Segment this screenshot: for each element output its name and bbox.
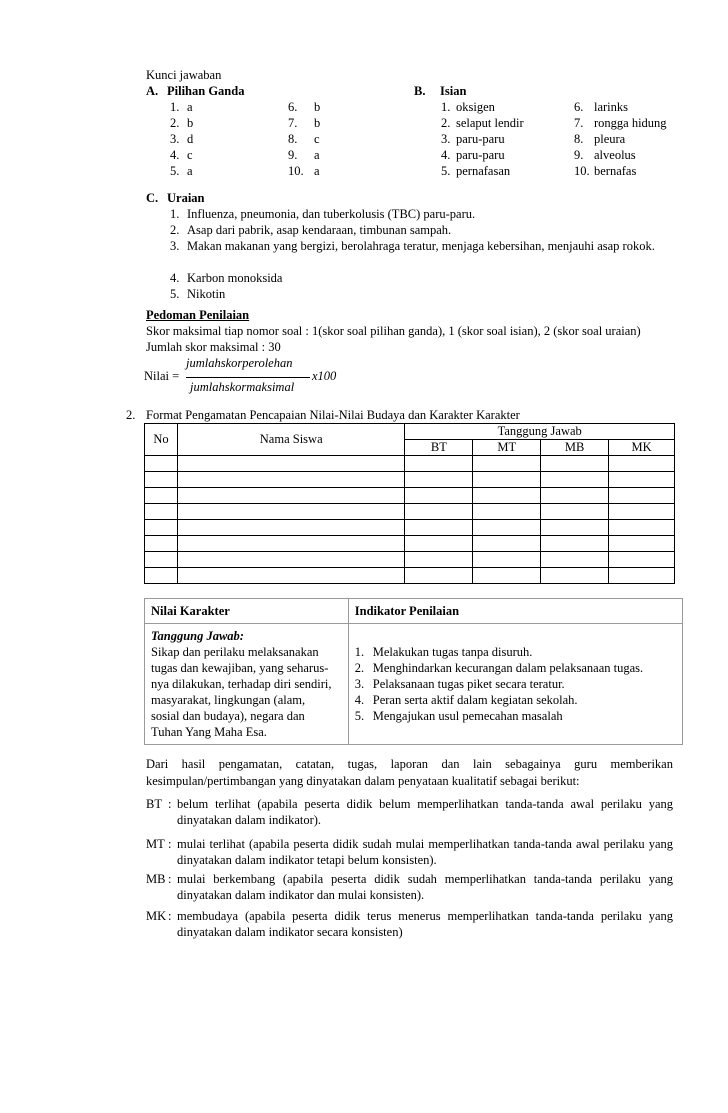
format-number: 2. — [126, 408, 136, 422]
table-cell[interactable] — [145, 472, 178, 488]
list-number: 4. — [170, 148, 180, 162]
nk-description-line: Tuhan Yang Maha Esa. — [151, 725, 267, 739]
table-cell[interactable] — [177, 504, 405, 520]
legend-code: MB — [146, 872, 166, 886]
table-cell[interactable] — [405, 568, 473, 584]
list-number: 6. — [288, 100, 298, 114]
observation-table — [144, 423, 675, 584]
nk-description-line: nya dilakukan, terhadap diri sendiri, — [151, 677, 332, 691]
list-item: larinks — [594, 100, 629, 114]
table-row — [145, 472, 675, 488]
table-cell[interactable] — [405, 536, 473, 552]
nk-indikator-item — [355, 708, 676, 724]
col-group-header: Tanggung Jawab — [405, 424, 675, 440]
table-cell[interactable] — [177, 520, 405, 536]
table-row — [145, 504, 675, 520]
nk-indikator-number: 1. — [354, 645, 365, 659]
table-cell[interactable] — [405, 504, 473, 520]
table-cell[interactable] — [145, 456, 178, 472]
nk-header-karakter: Nilai Karakter — [145, 599, 349, 624]
list-item: c — [314, 132, 320, 146]
nk-indikator-text: Menghindarkan kecurangan dalam pelaksanaan tugas. — [372, 661, 644, 675]
col-no-header: No — [145, 424, 178, 456]
table-cell[interactable] — [541, 552, 609, 568]
section-b-title: Isian — [440, 84, 467, 98]
section-c-label: C. — [146, 191, 159, 205]
table-cell[interactable] — [609, 456, 675, 472]
nk-indikator-text: Peran serta aktif dalam kegiatan sekolah. — [372, 693, 578, 707]
table-cell[interactable] — [609, 536, 675, 552]
table-cell[interactable] — [405, 520, 473, 536]
table-cell[interactable] — [177, 568, 405, 584]
nk-header-indikator: Indikator Penilaian — [348, 599, 682, 624]
nk-indikator-text: Pelaksanaan tugas piket secara teratur. — [372, 677, 565, 691]
pedoman-line2: Jumlah skor maksimal : 30 — [146, 340, 281, 354]
pedoman-line1: Skor maksimal tiap nomor soal : 1(skor soal pilihan ganda), 1 (skor soal isian), 2 (skor soal uraian) — [146, 324, 641, 338]
table-cell[interactable] — [473, 568, 541, 584]
formula-times: x100 — [312, 369, 337, 383]
list-item: paru-paru — [456, 148, 505, 162]
table-cell[interactable] — [609, 504, 675, 520]
table-cell[interactable] — [145, 568, 178, 584]
nk-indikator-item — [355, 676, 676, 692]
kunci-title: Kunci jawaban — [146, 68, 222, 82]
uraian-item: Karbon monoksida — [187, 271, 283, 285]
table-cell[interactable] — [405, 472, 473, 488]
list-number: 10. — [574, 164, 590, 178]
list-item: pernafasan — [456, 164, 511, 178]
table-cell[interactable] — [609, 568, 675, 584]
list-item: alveolus — [594, 148, 636, 162]
col-mt-header: MT — [473, 440, 541, 456]
list-number: 8. — [574, 132, 584, 146]
col-mk-header: MK — [609, 440, 675, 456]
table-cell[interactable] — [405, 456, 473, 472]
table-cell[interactable] — [177, 488, 405, 504]
list-item: a — [314, 148, 320, 162]
table-cell[interactable] — [473, 472, 541, 488]
list-item: pleura — [594, 132, 626, 146]
table-cell[interactable] — [473, 504, 541, 520]
nk-indikator-number: 2. — [354, 661, 365, 675]
list-item: b — [314, 116, 321, 130]
table-cell[interactable] — [541, 456, 609, 472]
uraian-number: 4. — [170, 271, 180, 285]
uraian-item: Asap dari pabrik, asap kendaraan, timbunan sampah. — [187, 223, 452, 237]
table-row — [145, 552, 675, 568]
pedoman-title: Pedoman Penilaian — [146, 308, 250, 322]
list-number: 7. — [574, 116, 584, 130]
legend-text: mulai terlihat (apabila peserta didik sudah mulai memperlihatkan tanda-tanda awal perilaku yang dinyatakan dalam indikator tetapi belum konsisten). — [177, 837, 673, 867]
nk-karakter-name: Tanggung Jawab: — [151, 629, 244, 643]
list-number: 7. — [288, 116, 298, 130]
list-item: b — [314, 100, 321, 114]
table-cell[interactable] — [541, 504, 609, 520]
list-number: 9. — [574, 148, 584, 162]
nk-indikator-list — [355, 644, 676, 724]
table-cell[interactable] — [473, 456, 541, 472]
table-cell[interactable] — [609, 488, 675, 504]
table-cell[interactable] — [473, 488, 541, 504]
list-number: 3. — [441, 132, 451, 146]
legend-text: membudaya (apabila peserta didik terus menerus memperlihatkan tanda-tanda perilaku yang dinyatakan dalam indikator secara konsisten) — [177, 909, 673, 939]
list-number: 10. — [288, 164, 304, 178]
table-cell[interactable] — [405, 488, 473, 504]
table-cell[interactable] — [405, 552, 473, 568]
nk-indikator-item — [355, 644, 676, 660]
list-item: a — [314, 164, 320, 178]
nk-description-line: tugas dan kewajiban, yang seharus- — [151, 661, 329, 675]
table-cell[interactable] — [177, 472, 405, 488]
uraian-item: Influenza, pneumonia, dan tuberkolusis (TBC) paru-paru. — [187, 207, 476, 221]
col-bt-header: BT — [405, 440, 473, 456]
list-item: rongga hidung — [594, 116, 667, 130]
section-a-label: A. — [146, 84, 159, 98]
nilai-label: Nilai = — [144, 369, 180, 383]
table-cell[interactable] — [145, 488, 178, 504]
table-row — [145, 568, 675, 584]
nk-indikator-number: 3. — [354, 677, 365, 691]
nk-indikator-item — [355, 660, 676, 676]
summary-text: Dari hasil pengamatan, catatan, tugas, laporan dan lain sebagainya guru memberikan kesimpulan/pertimbangan yang dinyatakan dalam penyataan kualitatif sebagai berikut: — [146, 757, 673, 788]
list-item: a — [187, 100, 193, 114]
table-cell[interactable] — [177, 536, 405, 552]
list-item: b — [187, 116, 194, 130]
table-cell[interactable] — [541, 520, 609, 536]
nilai-karakter-table — [144, 598, 683, 745]
legend-text: belum terlihat (apabila peserta didik belum memperlihatkan tanda-tanda awal perilaku yang dinyatakan dalam indikator). — [177, 797, 673, 827]
table-cell[interactable] — [473, 552, 541, 568]
list-item: d — [187, 132, 194, 146]
section-a-title: Pilihan Ganda — [167, 84, 245, 98]
table-cell[interactable] — [473, 520, 541, 536]
legend-code: BT — [146, 797, 162, 811]
nk-description-line: sosial dan budaya), negara dan — [151, 709, 305, 723]
table-row — [145, 536, 675, 552]
formula-denominator: jumlahskormaksimal — [190, 380, 295, 394]
table-cell[interactable] — [473, 536, 541, 552]
uraian-number: 3. — [170, 239, 180, 253]
col-mb-header: MB — [541, 440, 609, 456]
col-nama-header: Nama Siswa — [177, 424, 405, 456]
table-row — [145, 520, 675, 536]
list-number: 6. — [574, 100, 584, 114]
list-item: bernafas — [594, 164, 637, 178]
table-cell[interactable] — [145, 552, 178, 568]
nk-indikator-item — [355, 692, 676, 708]
table-cell[interactable] — [177, 456, 405, 472]
nk-indikator-text: Melakukan tugas tanpa disuruh. — [372, 645, 533, 659]
list-item: paru-paru — [456, 132, 505, 146]
nk-description-line: Sikap dan perilaku melaksanakan — [151, 645, 319, 659]
legend-code: MT — [146, 837, 165, 851]
list-item: c — [187, 148, 193, 162]
nk-indikator-number: 5. — [354, 709, 365, 723]
list-item: selaput lendir — [456, 116, 524, 130]
list-number: 4. — [441, 148, 451, 162]
table-cell[interactable] — [609, 520, 675, 536]
nk-description — [151, 644, 342, 740]
list-number: 8. — [288, 132, 298, 146]
uraian-item: Nikotin — [187, 287, 226, 301]
list-number: 1. — [170, 100, 180, 114]
table-cell[interactable] — [145, 536, 178, 552]
legend-code: MK — [146, 909, 167, 923]
table-row — [145, 488, 675, 504]
format-title: Format Pengamatan Pencapaian Nilai-Nilai Budaya dan Karakter Karakter — [146, 408, 520, 422]
table-cell[interactable] — [609, 472, 675, 488]
table-cell[interactable] — [609, 552, 675, 568]
list-number: 2. — [170, 116, 180, 130]
list-number: 2. — [441, 116, 451, 130]
list-number: 5. — [441, 164, 451, 178]
formula-numerator: jumlahskorperolehan — [186, 356, 293, 370]
list-number: 3. — [170, 132, 180, 146]
table-cell[interactable] — [541, 568, 609, 584]
uraian-number: 5. — [170, 287, 180, 301]
uraian-item: Makan makanan yang bergizi, berolahraga teratur, menjaga kebersihan, menjauhi asap rokok. — [187, 239, 655, 253]
table-cell[interactable] — [541, 536, 609, 552]
list-number: 1. — [441, 100, 451, 114]
list-item: a — [187, 164, 193, 178]
nk-description-line: masyarakat, lingkungan (alam, — [151, 693, 306, 707]
table-cell[interactable] — [177, 552, 405, 568]
table-cell[interactable] — [145, 504, 178, 520]
list-item: oksigen — [456, 100, 495, 114]
uraian-number: 2. — [170, 223, 180, 237]
section-b-label: B. — [414, 84, 426, 98]
table-cell[interactable] — [541, 488, 609, 504]
nk-indikator-number: 4. — [354, 693, 365, 707]
table-row — [145, 456, 675, 472]
section-c-title: Uraian — [167, 191, 205, 205]
list-number: 9. — [288, 148, 298, 162]
table-cell[interactable] — [541, 472, 609, 488]
nk-indikator-text: Mengajukan usul pemecahan masalah — [372, 709, 563, 723]
list-number: 5. — [170, 164, 180, 178]
legend-text: mulai berkembang (apabila peserta didik sudah memperlihatkan tanda-tanda perilaku yang dinyatakan dalam indikator dan mulai konsisten). — [177, 872, 673, 902]
table-cell[interactable] — [145, 520, 178, 536]
uraian-number: 1. — [170, 207, 180, 221]
